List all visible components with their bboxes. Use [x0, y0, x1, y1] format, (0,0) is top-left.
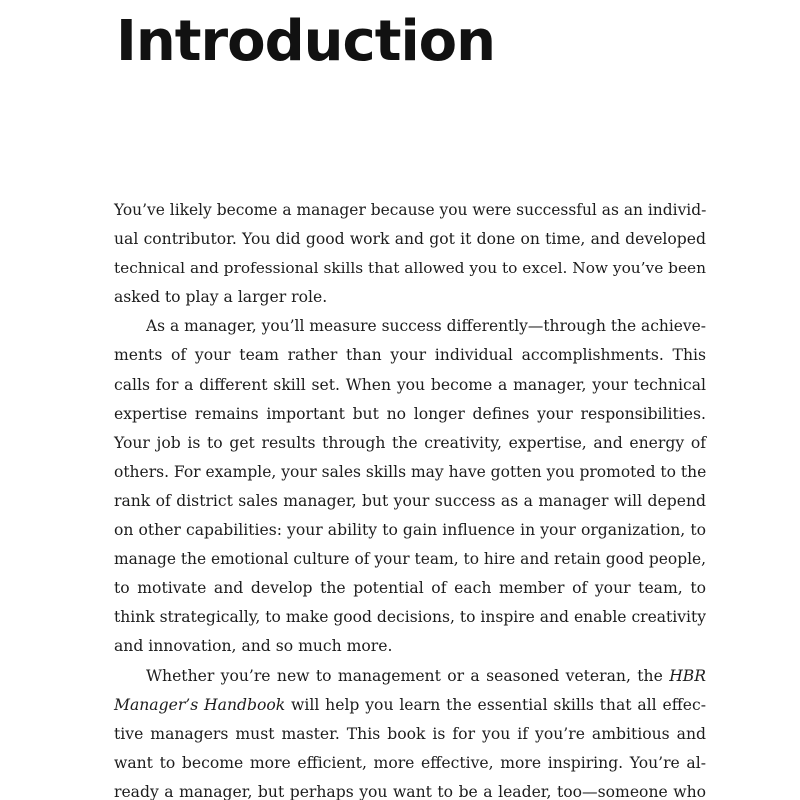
text-line: to motivate and develop the potential of each member of your team, to — [114, 579, 706, 598]
text-line: expertise remains important but no longer defines your responsibilities. — [114, 404, 706, 423]
text-line: others. For example, your sales skills may have gotten you promoted to the — [114, 462, 707, 481]
paragraph-2 — [114, 312, 706, 661]
paragraph-1 — [114, 196, 706, 312]
text-line: ready a manager, but perhaps you want to be a leader, too—someone who — [114, 782, 706, 800]
text-line: calls for a different skill set. When you become a manager, your technical — [114, 375, 706, 394]
text-line: manage the emotional culture of your team, to hire and retain good people, — [114, 550, 707, 569]
text-line: ments of your team rather than your individual accomplishments. This — [114, 346, 706, 365]
text-line — [114, 662, 706, 691]
text-line: As a manager, you’ll measure success differently—through the achieve- — [146, 317, 706, 336]
body-text — [114, 196, 706, 800]
text-line: ual contributor. You did good work and got it done on time, and developed — [114, 230, 706, 249]
text-line: Your job is to get results through the creativity, expertise, and energy of — [114, 433, 706, 452]
chapter-title: Introduction — [116, 9, 496, 74]
text-line: technical and professional skills that allowed you to excel. Now you’ve been — [114, 259, 706, 278]
text-line: rank of district sales manager, but your success as a manager will depend — [114, 491, 706, 510]
text-line: You’ve likely become a manager because you were successful as an individ- — [114, 201, 707, 219]
text-run: will help you learn the essential skills that all effec- — [285, 695, 706, 714]
text-line — [114, 691, 706, 720]
text-line: asked to play a larger role. — [114, 288, 328, 307]
text-line: tive managers must master. This book is for you if you’re ambitious and — [114, 724, 706, 743]
text-line: on other capabilities: your ability to gain influence in your organization, to — [114, 521, 706, 540]
book-title-italic: Manager’s Handbook — [114, 695, 286, 714]
book-title-italic: HBR — [669, 666, 706, 685]
paragraph-3 — [114, 662, 706, 800]
text-run: Whether you’re new to management or a seasoned veteran, the — [146, 666, 670, 685]
text-line: and innovation, and so much more. — [114, 637, 393, 656]
text-line: think strategically, to make good decisions, to inspire and enable creativity — [114, 608, 706, 627]
text-line: want to become more efficient, more effective, more inspiring. You’re al- — [114, 753, 706, 772]
